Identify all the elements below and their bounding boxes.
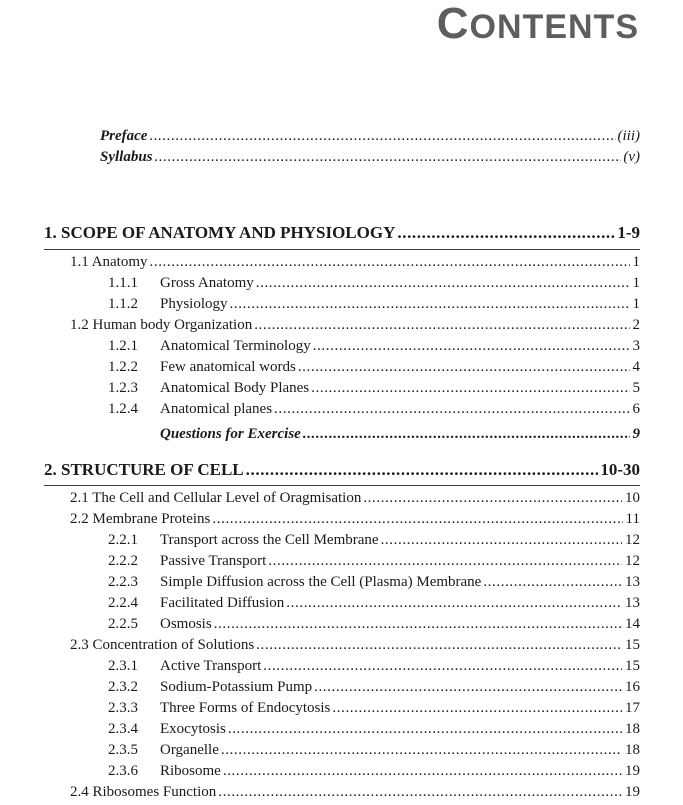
toc-page: 15 xyxy=(625,658,640,674)
toc-page: 9 xyxy=(632,426,640,442)
toc-entry[interactable] xyxy=(44,490,640,511)
leader-dots xyxy=(246,460,599,480)
leader-dots xyxy=(363,490,622,507)
toc-label: Gross Anatomy xyxy=(160,275,254,291)
toc-label: 2.1 The Cell and Cellular Level of Oragmisation xyxy=(70,490,362,506)
toc-label: Anatomical planes xyxy=(160,401,273,417)
toc-number: 1.1.2 xyxy=(108,296,138,312)
chapter-2-heading[interactable] xyxy=(44,460,640,480)
chapter-pages: 1-9 xyxy=(617,223,640,242)
toc-entry[interactable] xyxy=(44,700,640,721)
toc-number: 2.2.1 xyxy=(108,532,138,548)
toc-number: 2.3.6 xyxy=(108,763,138,779)
toc-number: 1.2.1 xyxy=(108,338,138,354)
toc-entry[interactable] xyxy=(44,721,640,742)
toc-page: 18 xyxy=(625,721,640,737)
toc-entry[interactable] xyxy=(44,275,640,296)
toc-page: 16 xyxy=(625,679,640,695)
toc-page: 13 xyxy=(625,574,640,590)
toc-page: 13 xyxy=(625,595,640,611)
leader-dots xyxy=(256,275,630,292)
toc-page: 14 xyxy=(625,616,640,632)
toc-page: 17 xyxy=(625,700,640,716)
leader-dots xyxy=(483,574,622,591)
toc-label: Simple Diffusion across the Cell (Plasma) Membrane xyxy=(160,574,482,590)
toc-page: 10 xyxy=(625,490,640,506)
toc-entry[interactable] xyxy=(44,637,640,658)
toc-label: Questions for Exercise xyxy=(160,426,301,442)
toc-entry[interactable] xyxy=(44,616,640,637)
toc-label: 2.4 Ribosomes Function xyxy=(70,784,217,800)
toc-entry[interactable] xyxy=(44,317,640,338)
toc-entry[interactable] xyxy=(44,401,640,422)
toc-label: Transport across the Cell Membrane xyxy=(160,532,379,548)
toc-entry[interactable] xyxy=(44,338,640,359)
leader-dots xyxy=(313,338,630,355)
toc-label: Facilitated Diffusion xyxy=(160,595,285,611)
toc-front-syllabus[interactable] xyxy=(100,149,640,166)
toc-page: (iii) xyxy=(617,128,640,144)
leader-dots xyxy=(155,149,622,166)
leader-dots xyxy=(381,532,622,549)
toc-entry[interactable] xyxy=(44,574,640,595)
toc-entry[interactable] xyxy=(44,254,640,275)
toc-page: 1 xyxy=(632,296,640,312)
toc-label: 2.3 Concentration of Solutions xyxy=(70,637,255,653)
toc-number: 2.3.3 xyxy=(108,700,138,716)
toc-page: 12 xyxy=(625,532,640,548)
toc-label: Three Forms of Endocytosis xyxy=(160,700,331,716)
leader-dots xyxy=(314,679,622,696)
toc-page: 19 xyxy=(625,763,640,779)
chapter-title: 2. STRUCTURE OF CELL xyxy=(44,460,244,479)
toc-page: 5 xyxy=(632,380,640,396)
leader-dots xyxy=(268,553,622,570)
toc-page: 6 xyxy=(632,401,640,417)
toc-label: Few anatomical words xyxy=(160,359,296,375)
toc-label: Exocytosis xyxy=(160,721,226,737)
toc-entry[interactable] xyxy=(44,679,640,700)
toc-number: 2.3.2 xyxy=(108,679,138,695)
leader-dots xyxy=(218,784,622,801)
toc-exercise[interactable] xyxy=(44,426,640,447)
chapter-title: 1. SCOPE OF ANATOMY AND PHYSIOLOGY xyxy=(44,223,396,242)
leader-dots xyxy=(149,128,615,145)
toc-page: 1 xyxy=(632,254,640,270)
toc-number: 1.1.1 xyxy=(108,275,138,291)
toc-page: 4 xyxy=(632,359,640,375)
toc-page: 3 xyxy=(632,338,640,354)
toc-label: 1.1 Anatomy xyxy=(70,254,148,270)
toc-entry[interactable] xyxy=(44,532,640,553)
leader-dots xyxy=(214,616,622,633)
leader-dots xyxy=(263,658,622,675)
toc-number: 2.2.4 xyxy=(108,595,138,611)
toc-label: Active Transport xyxy=(160,658,262,674)
toc-page: 15 xyxy=(625,637,640,653)
leader-dots xyxy=(303,426,630,443)
toc-entry[interactable] xyxy=(44,784,640,805)
toc-entry[interactable] xyxy=(44,763,640,784)
toc-page: (v) xyxy=(623,149,640,165)
leader-dots xyxy=(397,223,615,243)
toc-number: 1.2.3 xyxy=(108,380,138,396)
toc-label: Physiology xyxy=(160,296,228,312)
leader-dots xyxy=(212,511,622,528)
toc-label: Ribosome xyxy=(160,763,221,779)
toc-entry[interactable] xyxy=(44,359,640,380)
page-title: CONTENTS xyxy=(436,0,639,48)
toc-label: Organelle xyxy=(160,742,219,758)
toc-label: Osmosis xyxy=(160,616,212,632)
toc-entry[interactable] xyxy=(44,511,640,532)
chapter-2-entries xyxy=(44,485,640,801)
toc-page: 12 xyxy=(625,553,640,569)
toc-entry[interactable] xyxy=(44,742,640,763)
toc-entry[interactable] xyxy=(44,595,640,616)
toc-number: 2.2.5 xyxy=(108,616,138,632)
toc-page: 11 xyxy=(625,511,640,527)
leader-dots xyxy=(311,380,629,397)
leader-dots xyxy=(223,763,622,780)
chapter-pages: 10-30 xyxy=(600,460,640,479)
toc-number: 2.3.1 xyxy=(108,658,138,674)
toc-label: Anatomical Terminology xyxy=(160,338,311,354)
leader-dots xyxy=(286,595,622,612)
toc-number: 2.2.2 xyxy=(108,553,138,569)
toc-number: 2.3.4 xyxy=(108,721,138,737)
toc-number: 1.2.4 xyxy=(108,401,138,417)
toc-entry[interactable] xyxy=(44,380,640,401)
leader-dots xyxy=(332,700,622,717)
leader-dots xyxy=(274,401,629,418)
leader-dots xyxy=(254,317,629,334)
leader-dots xyxy=(150,254,630,271)
toc-label: 2.2 Membrane Proteins xyxy=(70,511,211,527)
leader-dots xyxy=(256,637,622,654)
toc-label: Syllabus xyxy=(100,149,153,165)
toc-page: 2 xyxy=(632,317,640,333)
toc-label: 1.2 Human body Organization xyxy=(70,317,253,333)
leader-dots xyxy=(228,721,622,738)
toc-entry[interactable] xyxy=(44,658,640,679)
toc-label: Anatomical Body Planes xyxy=(160,380,310,396)
leader-dots xyxy=(298,359,630,376)
toc-entry[interactable] xyxy=(44,553,640,574)
toc-number: 1.2.2 xyxy=(108,359,138,375)
chapter-1-entries xyxy=(44,249,640,453)
toc-page: 1 xyxy=(632,275,640,291)
toc-number: 2.3.5 xyxy=(108,742,138,758)
toc-label: Passive Transport xyxy=(160,553,267,569)
toc-number: 2.2.3 xyxy=(108,574,138,590)
chapter-1-heading[interactable] xyxy=(44,223,640,243)
toc-entry[interactable] xyxy=(44,296,640,317)
toc-label: Sodium-Potassium Pump xyxy=(160,679,313,695)
toc-page: 19 xyxy=(625,784,640,800)
leader-dots xyxy=(230,296,630,313)
toc-front-preface[interactable] xyxy=(100,128,640,145)
toc-label: Preface xyxy=(100,128,148,144)
toc-page: 18 xyxy=(625,742,640,758)
leader-dots xyxy=(221,742,622,759)
